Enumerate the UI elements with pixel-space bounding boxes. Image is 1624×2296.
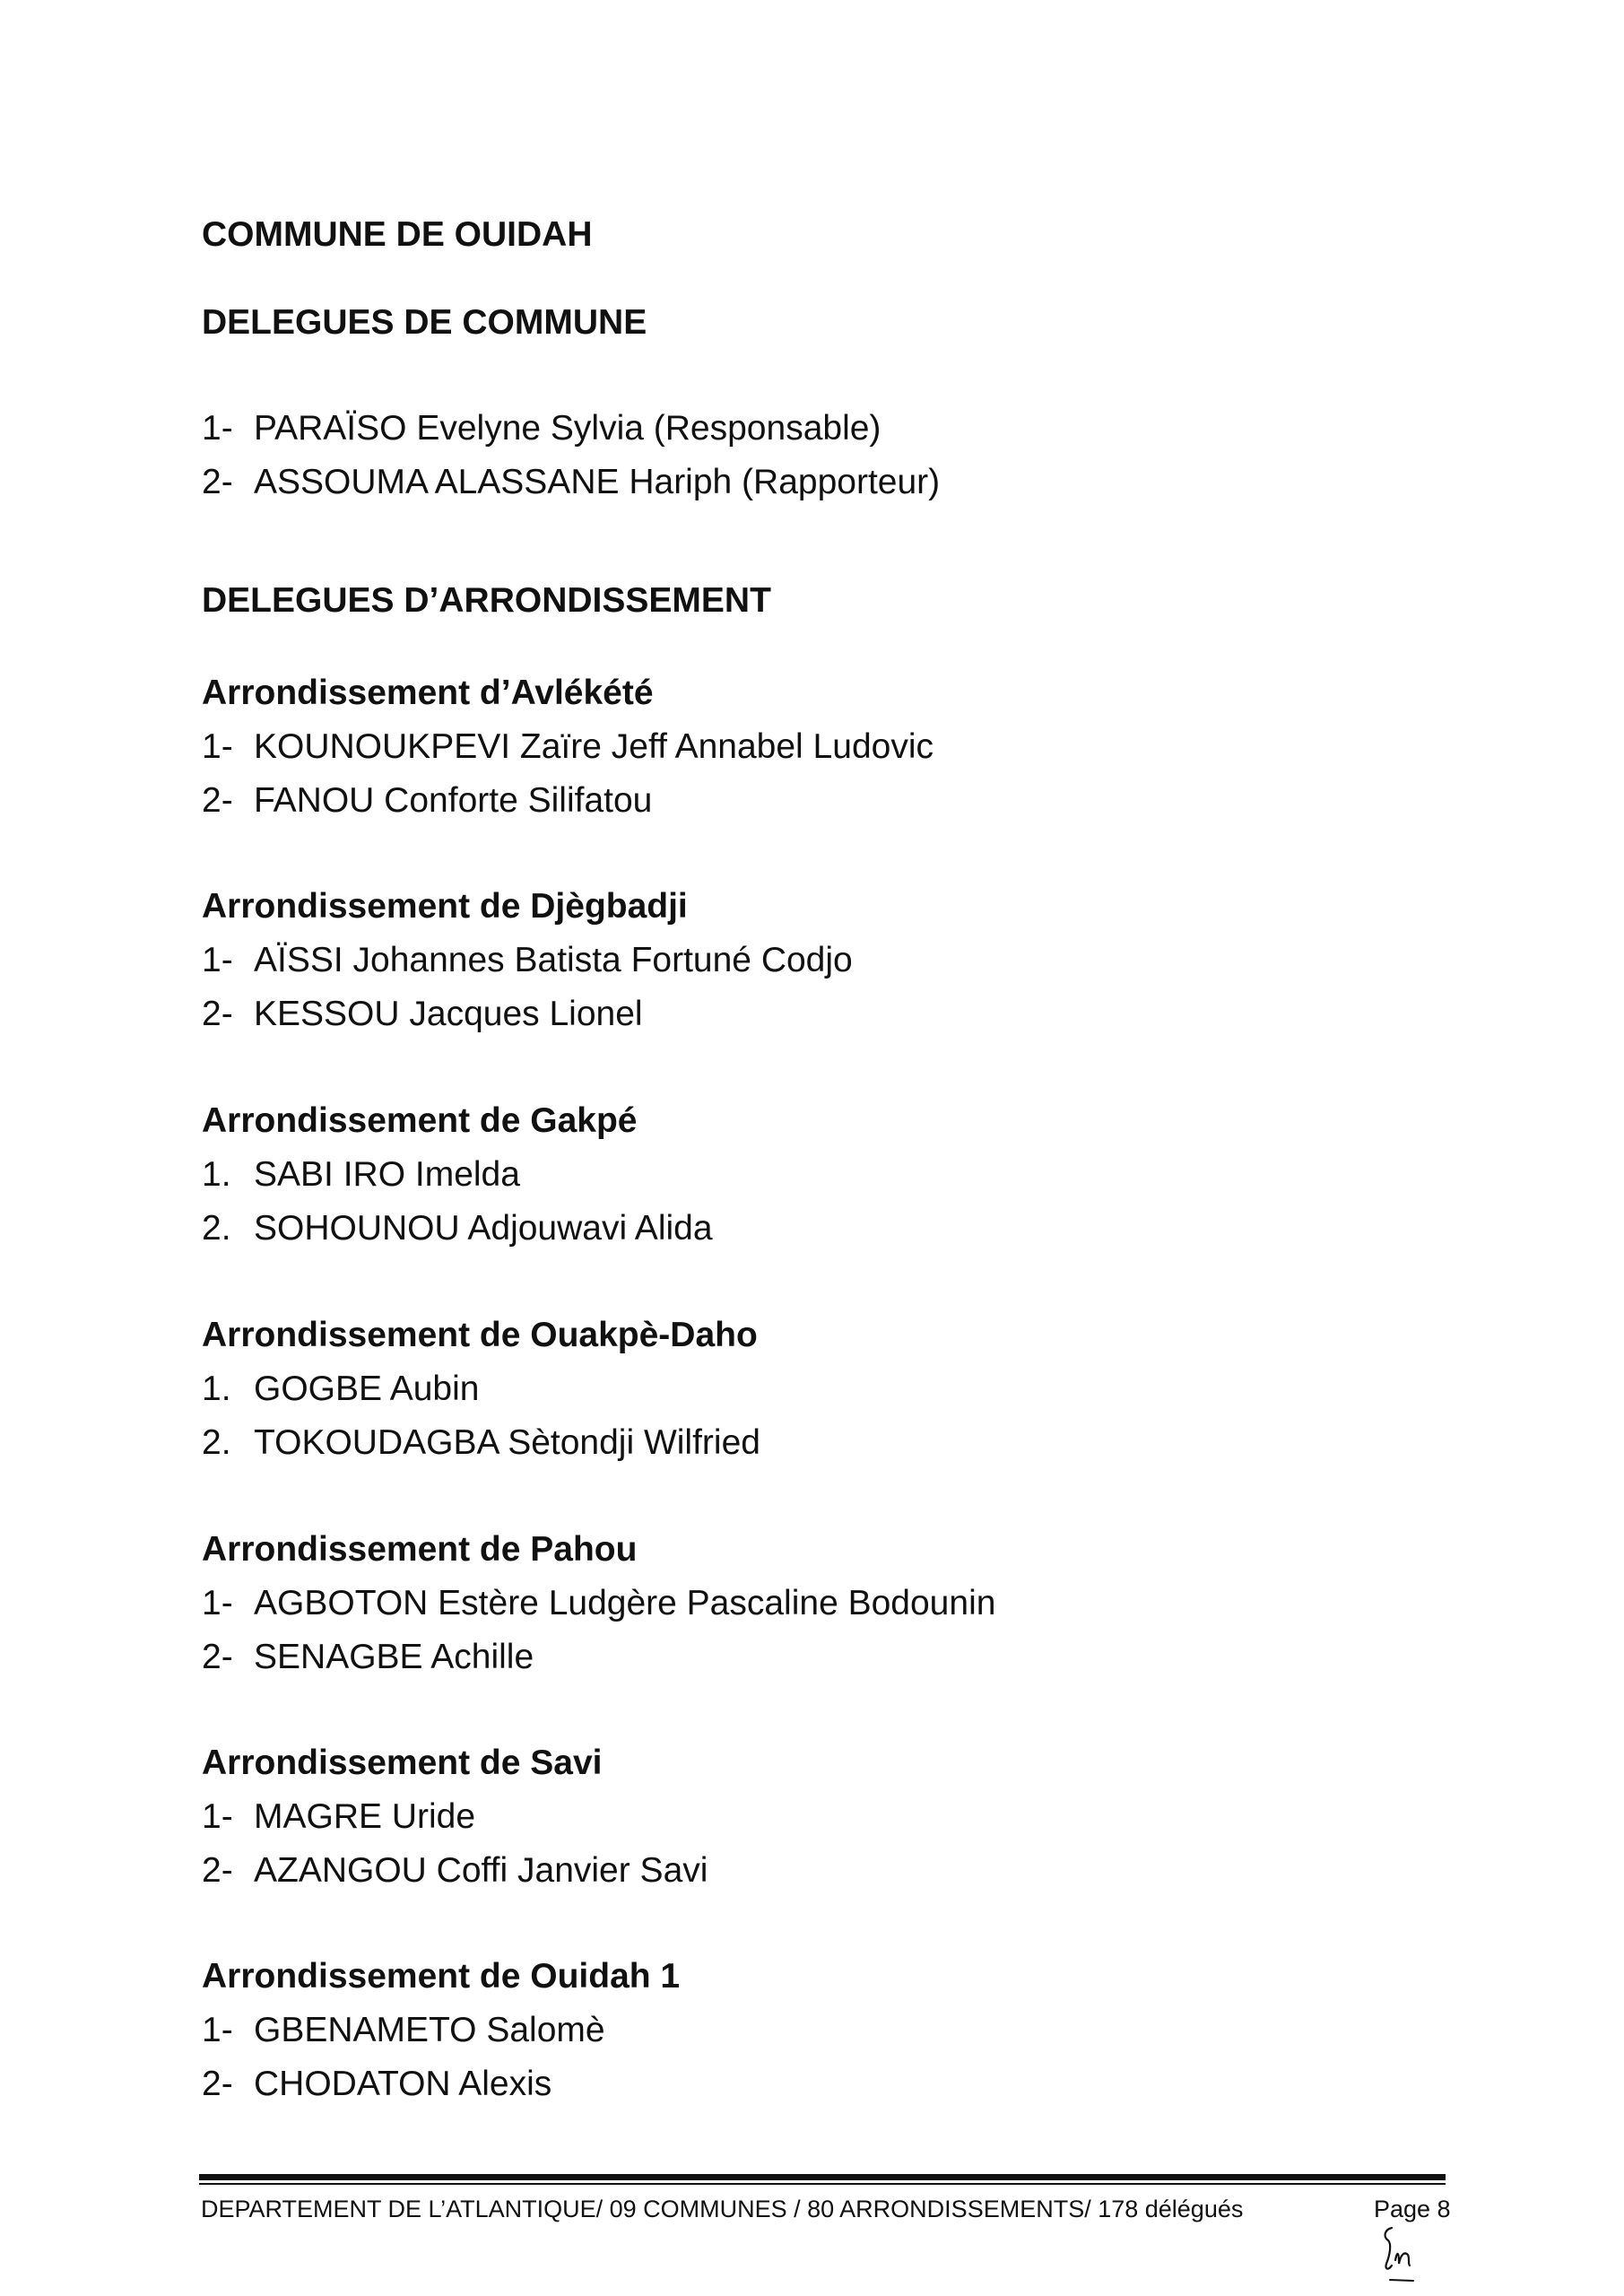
list-item-number: 2- [202, 1638, 233, 1676]
arrondissement-section [202, 666, 934, 828]
list-item-number: 2. [202, 1209, 231, 1248]
delegate-name: GOGBE Aubin [254, 1370, 480, 1408]
delegate-name: SABI IRO Imelda [254, 1155, 520, 1194]
delegate-name: AZANGOU Coffi Janvier Savi [254, 1851, 708, 1890]
arrondissement-section [202, 1950, 680, 2111]
list-item [202, 1631, 995, 1684]
list-item [202, 456, 940, 509]
list-item-number: 1. [202, 1370, 231, 1408]
arrondissement-delegates-list [202, 1790, 708, 1898]
delegate-name: FANOU Conforte Silifatou [254, 781, 653, 820]
list-item [202, 1362, 760, 1416]
list-item-number: 1- [202, 1797, 233, 1836]
footer-rule-thin [199, 2183, 1446, 2185]
list-item-number: 1- [202, 409, 233, 448]
handwritten-initials [1372, 2224, 1435, 2287]
arrondissement-section [202, 1094, 713, 1256]
list-item [202, 774, 934, 828]
list-item-number: 2- [202, 2065, 233, 2103]
arrondissement-section [202, 1736, 708, 1898]
delegate-name: CHODATON Alexis [254, 2065, 552, 2103]
list-item [202, 2004, 680, 2057]
arrondissement-title: Arrondissement de Pahou [202, 1530, 638, 1569]
delegate-name: MAGRE Uride [254, 1797, 476, 1836]
arrondissement-title: Arrondissement d’Avlékété [202, 674, 654, 712]
list-item [202, 987, 853, 1041]
commune-delegates-heading: DELEGUES DE COMMUNE [202, 303, 647, 342]
list-item-number: 1- [202, 727, 233, 766]
arrondissement-section [202, 1523, 995, 1684]
list-item [202, 1844, 708, 1898]
arrondissement-title: Arrondissement de Savi [202, 1744, 603, 1782]
list-item [202, 934, 853, 987]
commune-title: COMMUNE DE OUIDAH [202, 215, 593, 254]
arrondissement-delegates-list [202, 934, 853, 1041]
list-item-number: 2- [202, 1851, 233, 1890]
commune-delegates-section [202, 296, 647, 350]
footer-rule [199, 2174, 1446, 2180]
arrondissement-title: Arrondissement de Djègbadji [202, 887, 688, 926]
list-item-number: 1- [202, 1584, 233, 1622]
page-number: Page 8 [1374, 2196, 1451, 2222]
delegate-name: SOHOUNOU Adjouwavi Alida [254, 1209, 713, 1248]
list-item [202, 1148, 713, 1202]
list-item [202, 2057, 680, 2111]
list-item-number: 2- [202, 463, 233, 501]
delegate-name: AÏSSI Johannes Batista Fortuné Codjo [254, 941, 853, 979]
arrondissement-section [202, 880, 853, 1041]
arrondissement-section [202, 1309, 760, 1470]
delegate-name: GBENAMETO Salomè [254, 2011, 605, 2049]
delegate-name: PARAÏSO Evelyne Sylvia (Responsable) [254, 409, 881, 448]
list-item-number: 2- [202, 781, 233, 820]
list-item-number: 1- [202, 2011, 233, 2049]
list-item-number: 2- [202, 995, 233, 1033]
list-item [202, 1202, 713, 1256]
arrondissement-delegates-list [202, 720, 934, 828]
list-item [202, 1577, 995, 1631]
list-item [202, 402, 940, 456]
commune-title-block [202, 208, 593, 262]
list-item-number: 2. [202, 1423, 231, 1462]
delegate-name: TOKOUDAGBA Sètondji Wilfried [254, 1423, 760, 1462]
footer-text: DEPARTEMENT DE L’ATLANTIQUE/ 09 COMMUNES / 80 ARRONDISSEMENTS/ 178 délégués [201, 2196, 1244, 2222]
delegate-name: AGBOTON Estère Ludgère Pascaline Bodounin [254, 1584, 996, 1622]
delegate-name: KESSOU Jacques Lionel [254, 995, 643, 1033]
list-item-number: 1. [202, 1155, 231, 1194]
arrondissement-title: Arrondissement de Ouakpè-Daho [202, 1316, 758, 1354]
arrondissement-delegates-list [202, 1148, 713, 1256]
arrondissement-delegates-list [202, 1577, 995, 1684]
arrondissement-delegates-heading: DELEGUES D’ARRONDISSEMENT [202, 581, 771, 620]
arrondissement-title: Arrondissement de Ouidah 1 [202, 1957, 681, 1996]
arrondissement-delegates-heading-block [202, 574, 771, 628]
commune-delegates-list [202, 402, 940, 509]
delegate-name: KOUNOUKPEVI Zaïre Jeff Annabel Ludovic [254, 727, 934, 766]
list-item-number: 1- [202, 941, 233, 979]
arrondissement-delegates-list [202, 2004, 680, 2111]
list-item [202, 1416, 760, 1470]
arrondissement-delegates-list [202, 1362, 760, 1470]
delegate-name: SENAGBE Achille [254, 1638, 534, 1676]
commune-delegates-list-block [202, 402, 940, 509]
delegate-name: ASSOUMA ALASSANE Hariph (Rapporteur) [254, 463, 941, 501]
list-item [202, 1790, 708, 1844]
list-item [202, 720, 934, 774]
arrondissement-title: Arrondissement de Gakpé [202, 1101, 638, 1140]
